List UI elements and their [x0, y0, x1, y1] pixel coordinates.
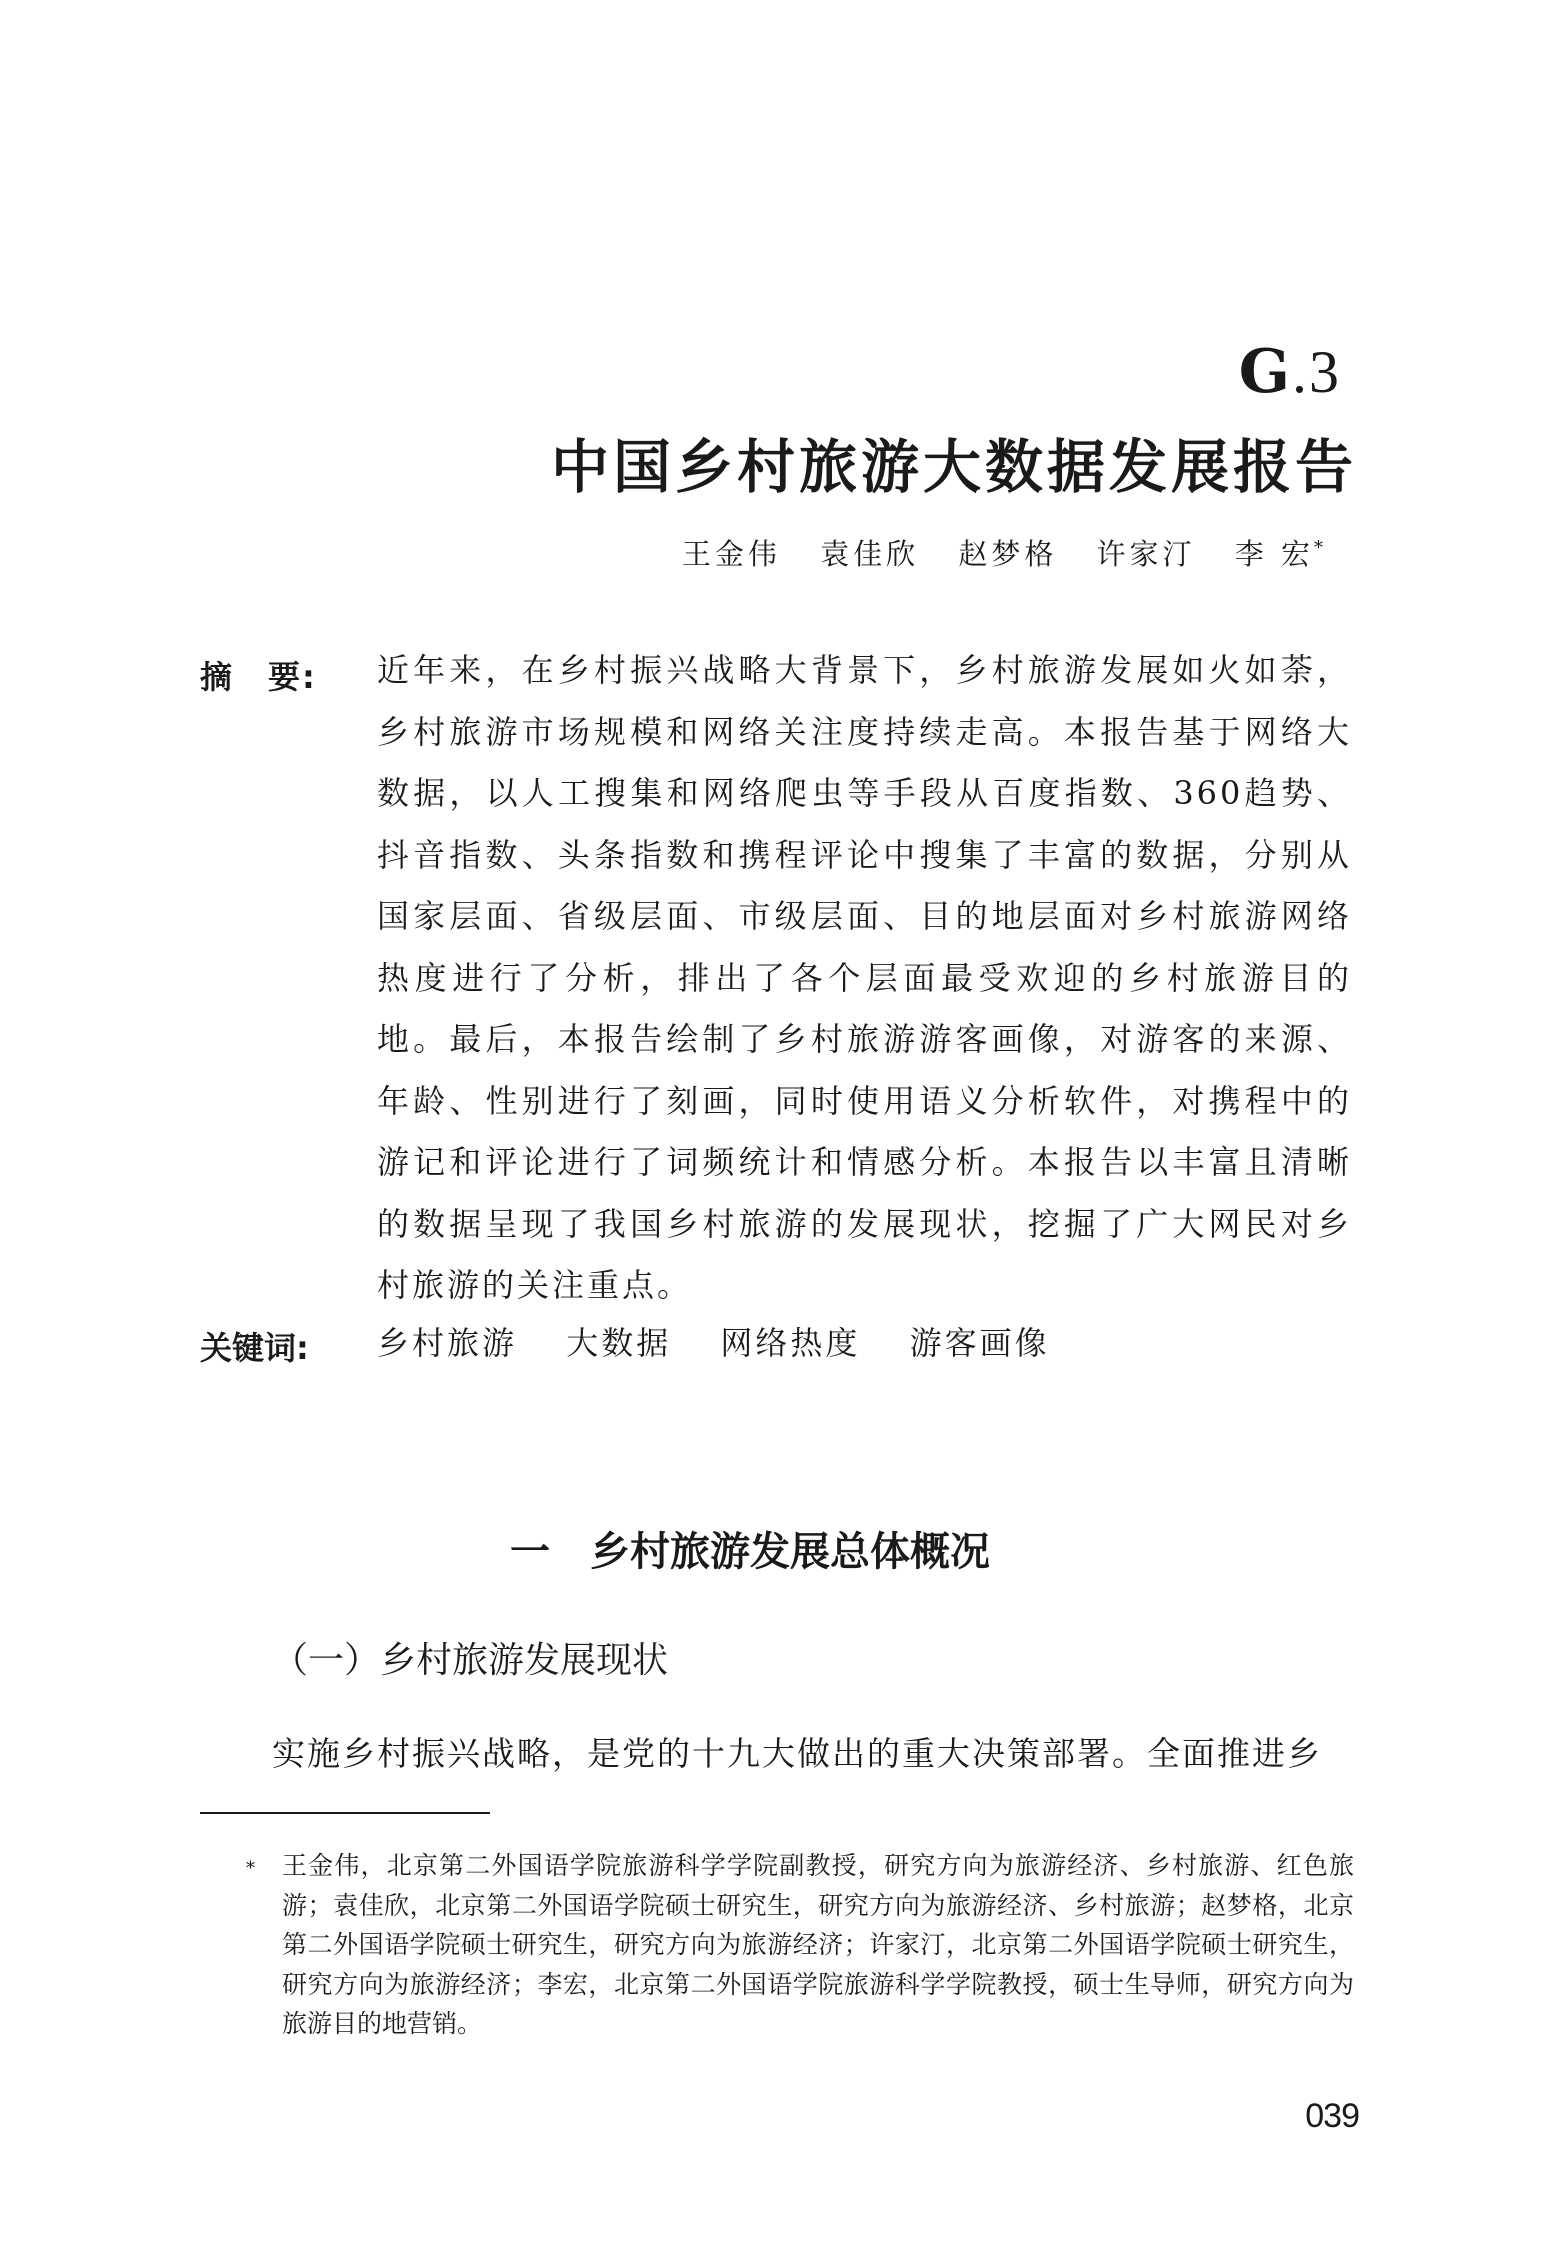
author-name: 袁佳欣: [820, 537, 920, 571]
section-heading: 一 乡村旅游发展总体概况: [510, 1529, 990, 1575]
footnote-marker: *: [246, 1858, 255, 1879]
author-name: 李 宏: [1234, 537, 1314, 571]
keyword: 乡村旅游: [377, 1324, 518, 1362]
abstract-label: 摘 要:: [200, 658, 317, 696]
keywords-label: 关键词:: [200, 1329, 309, 1367]
keyword-list: [377, 1318, 1086, 1364]
subsection-heading: （一）乡村旅游发展现状: [272, 1640, 669, 1681]
abstract-text: 近年来，在乡村振兴战略大背景下，乡村旅游发展如火如荼，乡村旅游市场规模和网络关注度持续走高。本报告基于网络大数据，以人工搜集和网络爬虫等手段从百度指数、360趋势、抖音指数、头条指数和携程评论中搜集了丰富的数据，分别从国家层面、省级层面、市级层面、目的地层面对乡村旅游网络热度进行了分析，排出了各个层面最受欢迎的乡村旅游目的地。最后，本报告绘制了乡村旅游游客画像，对游客的来源、年龄、性别进行了刻画，同时使用语义分析软件，对携程中的游记和评论进行了词频统计和情感分析。本报告以丰富且清晰的数据呈现了我国乡村旅游的发展现状，挖掘了广大网民对乡村旅游的关注重点。: [377, 651, 1352, 1304]
author-list: [656, 532, 1327, 573]
report-title: 中国乡村旅游大数据发展报告: [550, 433, 1357, 501]
keyword: 大数据: [566, 1324, 672, 1362]
footnote-text: 王金伟，北京第二外国语学院旅游科学学院副教授，研究方向为旅游经济、乡村旅游、红色旅游；袁佳欣，北京第二外国语学院硕士研究生，研究方向为旅游经济、乡村旅游；赵梦格，北京第二外国语学院硕士研究生，研究方向为旅游经济；许家汀，北京第二外国语学院硕士研究生，研究方向为旅游经济；李宏，北京第二外国语学院旅游科学学院教授，硕士生导师，研究方向为旅游目的地营销。: [282, 1851, 1354, 2038]
chapter-code-number: .3: [1292, 339, 1341, 405]
keyword: 网络热度: [720, 1324, 861, 1362]
chapter-code: [1239, 337, 1341, 407]
author-name: 王金伟: [681, 537, 781, 571]
author-name: 赵梦格: [958, 537, 1058, 571]
chapter-code-prefix: G: [1238, 337, 1292, 407]
author-name: 许家汀: [1096, 537, 1196, 571]
author-footnote-mark: *: [1314, 537, 1327, 559]
keyword: 游客画像: [909, 1324, 1050, 1362]
page-number: 039: [1305, 2097, 1359, 2135]
body-paragraph: 实施乡村振兴战略，是党的十九大做出的重大决策部署。全面推进乡: [272, 1734, 1322, 1773]
footnote-divider: [200, 1812, 490, 1814]
